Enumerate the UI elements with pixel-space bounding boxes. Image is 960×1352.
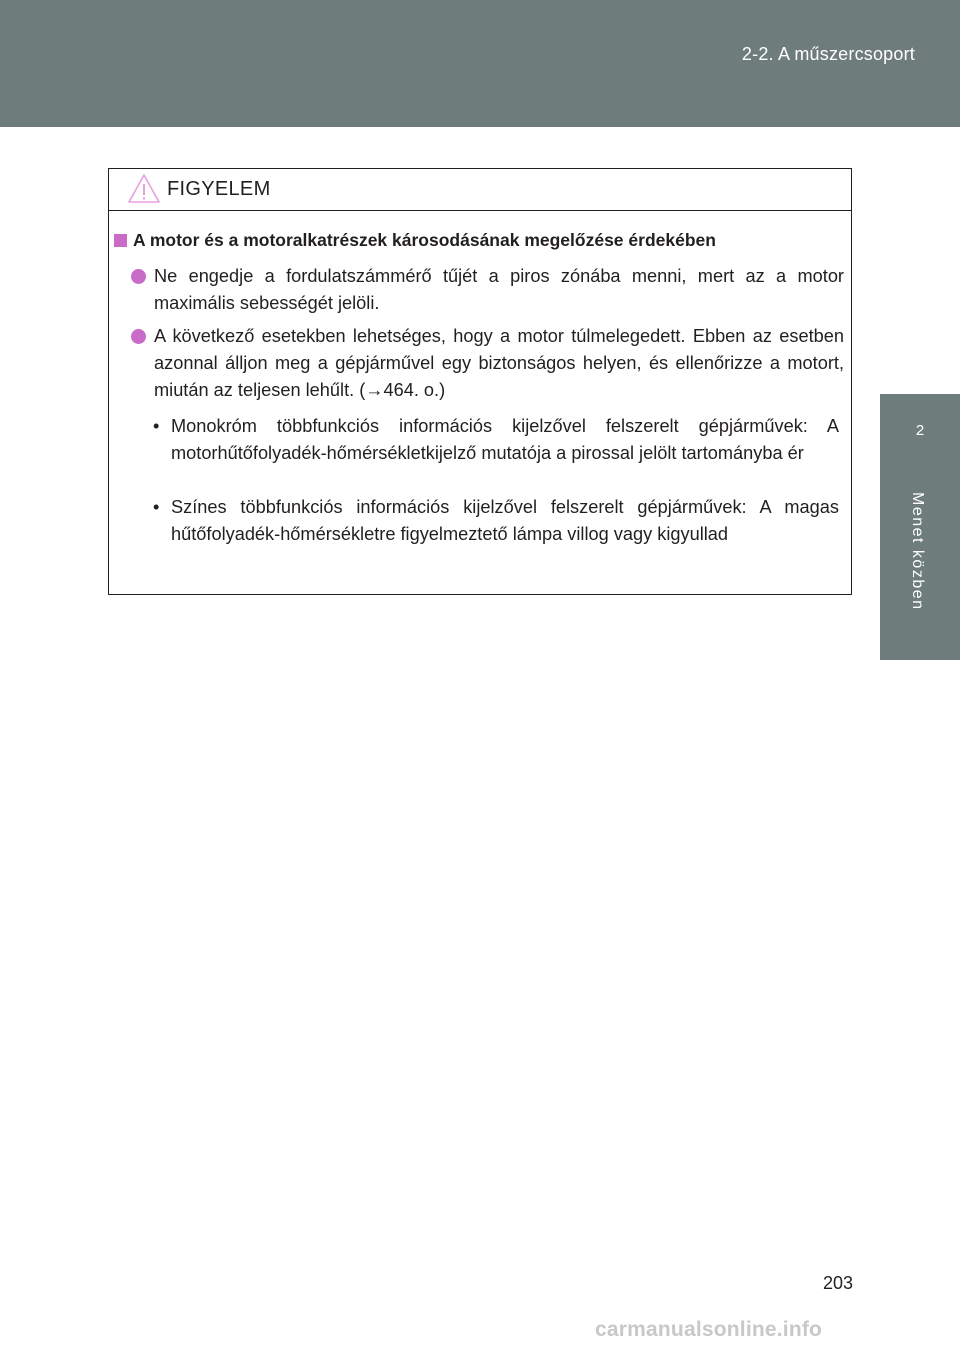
list-item (154, 263, 844, 317)
tab-divider (880, 392, 960, 394)
section-title: 2-2. A műszercsoport (741, 44, 915, 64)
section-heading (114, 230, 716, 251)
chapter-label: Menet közben (909, 492, 926, 611)
page-number: 203 (823, 1273, 854, 1293)
watermark: carmanualsonline.info (595, 1318, 823, 1341)
warning-title: FIGYELEM (167, 178, 271, 200)
warning-triangle-icon (127, 173, 161, 204)
header-band (0, 0, 960, 127)
circle-bullet-icon (131, 329, 146, 344)
chapter-tab (880, 392, 960, 660)
chapter-number: 2 (915, 422, 925, 439)
list-item-text: A következő esetekben lehetséges, hogy a motor túlmelegedett. Ebben az esetben azonnal álljon meg a gépjárművel egy biztonságos helyen, és ellenőrizze a motort, miután az teljesen lehűlt. (→464. o.) (154, 326, 844, 400)
list-item (154, 323, 844, 404)
sub-list-item-text: Színes többfunkciós információs kijelzővel felszerelt gépjárművek: A magas hűtőfolyadék-hőmérsékletre figyelmeztető lámpa villog vagy kigyullad (171, 497, 839, 544)
square-bullet-icon (114, 234, 127, 247)
dot-bullet: • (153, 497, 160, 517)
list-item-text: Ne engedje a fordulatszámmérő tűjét a piros zónába menni, mert az a motor maximális sebességét jelöli. (154, 266, 844, 313)
dot-bullet: • (153, 416, 160, 436)
sub-list-item (153, 413, 839, 467)
circle-bullet-icon (131, 269, 146, 284)
warning-header (109, 169, 851, 211)
sub-list-item (153, 494, 839, 548)
section-heading-text: A motor és a motoralkatrészek károsodásának megelőzése érdekében (133, 230, 716, 250)
sub-list-item-text: Monokróm többfunkciós információs kijelzővel felszerelt gépjárművek: A motorhűtőfolyadék-hőmérsékletkijelző mutatója a pirossal jelölt tartományba ér (171, 416, 839, 463)
warning-box (108, 168, 852, 595)
